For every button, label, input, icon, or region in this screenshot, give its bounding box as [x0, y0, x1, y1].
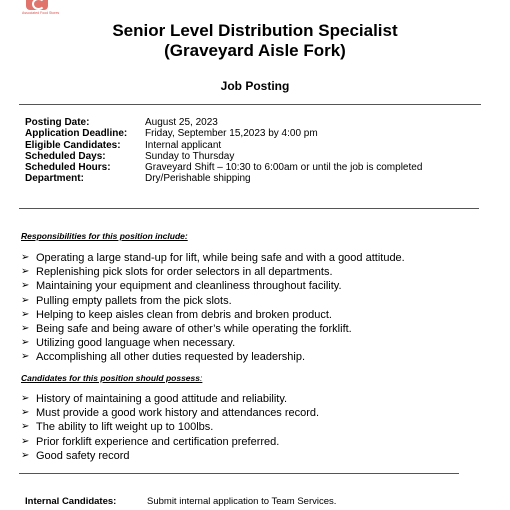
list-item: ➢ Prior forklift experience and certification preferred.: [21, 435, 280, 448]
job-posting-subtitle: Job Posting: [220, 79, 290, 93]
page-title-line1: Senior Level Distribution Specialist: [112, 21, 398, 40]
divider-top: [19, 104, 481, 105]
detail-row-department: [25, 173, 422, 184]
bullet-arrow-icon: ➢: [21, 252, 30, 263]
list-item: ➢ Accomplishing all other duties requested by leadership.: [21, 351, 306, 364]
responsibilities-heading: Responsibilities for this position include:: [21, 231, 188, 241]
divider-bottom: [19, 473, 459, 474]
bullet-arrow-icon: ➢: [21, 435, 30, 447]
divider-middle: [19, 208, 479, 209]
list-item: ➢ Must provide a good work history and attendances record.: [21, 407, 320, 420]
internal-candidates-label: Internal Candidates:: [25, 496, 117, 507]
bullet-arrow-icon: ➢: [21, 351, 30, 363]
list-item: ➢ Replenishing pick slots for order selectors in all departments.: [21, 266, 333, 279]
list-item: ➢ Helping to keep aisles clean from debris and broken product.: [21, 308, 332, 321]
bullet-arrow-icon: ➢: [21, 280, 30, 292]
company-logo: [22, 0, 62, 18]
logo-text: Associated Food Stores: [22, 11, 60, 15]
bullet-arrow-icon: ➢: [21, 449, 30, 461]
list-item: ➢ Utilizing good language when necessary.: [21, 337, 236, 350]
candidates-list: [21, 392, 319, 463]
list-item: ➢ Being safe and being aware of other’s while operating the forklift.: [21, 323, 352, 336]
bullet-arrow-icon: ➢: [21, 308, 30, 320]
detail-row-days: [25, 151, 422, 162]
bullet-arrow-icon: ➢: [21, 266, 30, 278]
list-item: ➢ Operating a large stand-up for lift, while being safe and with a good attitude.: [21, 252, 405, 264]
detail-value: Friday, September 15,2023 by 4:00 pm: [145, 128, 318, 140]
detail-value: Graveyard Shift – 10:30 to 6:00am or until the job is completed: [145, 162, 423, 174]
detail-row-deadline: [25, 128, 422, 139]
detail-label: Posting Date:: [25, 117, 90, 128]
detail-label: Scheduled Hours:: [25, 162, 111, 174]
list-item: ➢ The ability to lift weight up to 100lbs.: [21, 421, 214, 434]
list-item: ➢ Pulling empty pallets from the pick slots.: [21, 294, 232, 307]
bullet-arrow-icon: ➢: [21, 337, 30, 349]
detail-value: August 25, 2023: [145, 117, 218, 128]
responsibilities-list: [21, 251, 405, 365]
list-item: ➢ Good safety record: [21, 449, 130, 462]
list-item: ➢ History of maintaining a good attitude and reliability.: [21, 393, 288, 405]
detail-label: Eligible Candidates:: [25, 139, 121, 151]
detail-row-hours: [25, 162, 422, 173]
bullet-arrow-icon: ➢: [21, 294, 30, 306]
bullet-arrow-icon: ➢: [21, 323, 30, 335]
internal-candidates-row: [25, 496, 336, 507]
candidates-heading: Candidates for this position should possess:: [21, 373, 203, 383]
page-title-line2: (Graveyard Aisle Fork): [164, 41, 346, 60]
detail-value: Dry/Perishable shipping: [145, 173, 251, 185]
posting-details: [25, 117, 422, 185]
bullet-arrow-icon: ➢: [21, 421, 30, 433]
detail-label: Department:: [25, 173, 84, 185]
detail-row-eligible: [25, 140, 422, 151]
detail-label: Scheduled Days:: [25, 150, 106, 162]
detail-value: Internal applicant: [145, 139, 222, 151]
bullet-arrow-icon: ➢: [21, 407, 30, 419]
internal-candidates-value: Submit internal application to Team Services.: [147, 496, 337, 507]
detail-value: Sunday to Thursday: [145, 150, 235, 162]
list-item: ➢ Maintaining your equipment and cleanliness throughout facility.: [21, 280, 342, 293]
detail-row-posting-date: [25, 117, 422, 128]
detail-label: Application Deadline:: [25, 128, 128, 140]
company-logo-icon: [26, 0, 48, 10]
bullet-arrow-icon: ➢: [21, 393, 30, 404]
